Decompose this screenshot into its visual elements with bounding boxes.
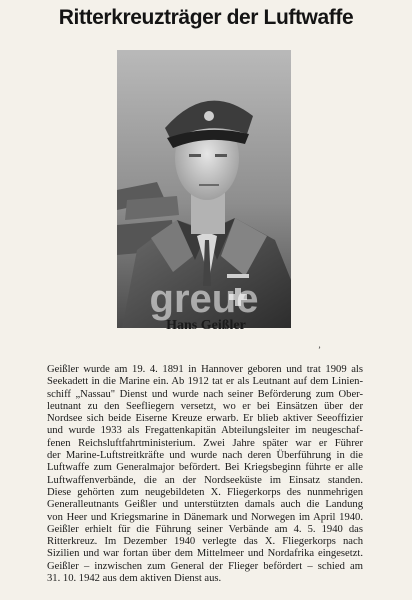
bio-line: fenen Reichsluftfahrtministerium. Zwei Jahre später war er Führer [47,437,363,449]
page-title: Ritterkreuzträger der Luftwaffe [58,6,354,29]
bio-line: und wurde 1933 als Fregattenkapitän Abteilungsleiter im neugeschaf- [47,425,363,437]
portrait-caption: Hans Geißler [166,318,246,333]
bio-line: schiff „Nassau" Dienst und wurde nach seiner Beförderung zum Ober- [47,388,363,400]
bio-line: Generalleutnants Geißler und unterstützten damals auch die Landung [47,499,363,511]
watermark-text: greue [149,277,259,321]
bio-line: leutnant zu den Seefliegern versetzt, wo er bei Einsätzen über der [47,400,363,412]
bio-line: Sizilien und war fortan über dem Mittelmeer und Nordafrika eingesetzt. [47,548,363,560]
bio-line: von Heer und Kriegsmarine in Dänemark und Norwegen im April 1940. [47,511,363,523]
bio-line: Seekadett in die Marine ein. Ab 1912 tat er als Leutnant auf dem Linien- [47,376,363,388]
bio-line: 31. 10. 1942 aus dem aktiven Dienst aus. [47,573,222,585]
bio-line: der Marine-Luftstreitkräfte und wurde nach deren Überführung in die [47,450,363,462]
bio-line: Nordsee sich beide Eiserne Kreuze erwarb. Er blieb aktiver Seeoffizier [47,413,363,425]
stray-mark: ’ [318,345,321,355]
bio-line: Luftwaffe zum Generalmajor befördert. Bei Kriegsbeginn führte er alle [47,462,363,474]
bio-line: Geißler wurde am 19. 4. 1891 in Hannover geboren und trat 1909 als [47,364,363,375]
biography-text [47,364,363,585]
portrait-photo [117,50,291,328]
bio-line: Geißler – inzwischen zum General der Flieger befördert – schied am [47,560,363,572]
bio-line: Diese gehörten zum neugebildeten X. Fliegerkorps des nunmehrigen [47,486,363,498]
bio-line: Ritterkreuz. Im Dezember 1940 verlegte das X. Fliegerkorps nach [47,536,363,548]
bio-line: Geißler erhielt für die Führung seiner Verbände am 4. 5. 1940 das [47,523,363,535]
bio-line: Luftwaffenverbände, die an der Nordseeküste im Einsatz standen. [47,474,363,486]
